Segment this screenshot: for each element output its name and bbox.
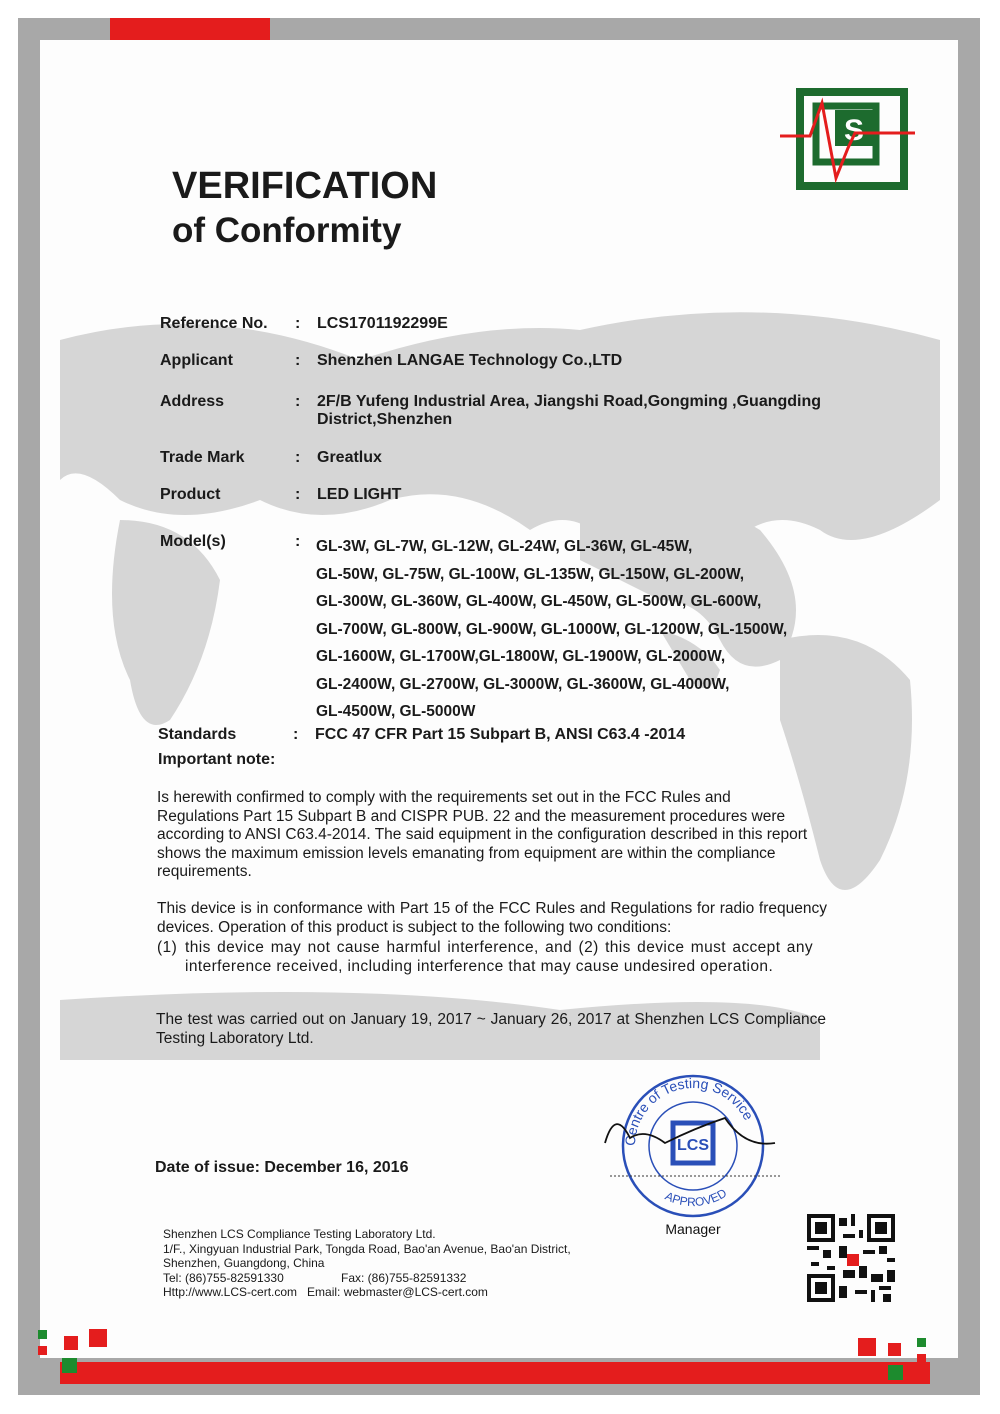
lab-address: 1/F., Xingyuan Industrial Park, Tongda Road, Bao'an Avenue, Bao'an District, <box>163 1241 571 1256</box>
field-value: LCS1701192299E <box>317 315 448 332</box>
lab-name: Shenzhen LCS Compliance Testing Laboratory Ltd. <box>163 1227 436 1241</box>
paragraph-test-date: The test was carried out on January 19, 2017 ~ January 26, 2017 at Shenzhen LCS Compliance Testing Laboratory Ltd. <box>156 1011 826 1047</box>
field-colon: : <box>295 486 301 503</box>
paragraph-conformance: This device is in conformance with Part 15 of the FCC Rules and Regulations for radio frequency devices. Operation of this product is subject to the following two conditions: <box>157 900 827 936</box>
decor-square <box>38 1346 47 1355</box>
stamp-logo-text: LCS <box>677 1137 709 1154</box>
decor-square <box>64 1336 78 1350</box>
models-line: GL-2400W, GL-2700W, GL-3000W, GL-3600W, GL-4000W, <box>316 675 730 693</box>
field-label: Reference No. <box>160 315 268 332</box>
field-value: 2F/B Yufeng Industrial Area, Jiangshi Road,Gongming ,Guangding District,Shenzhen <box>317 393 822 428</box>
stamp-ring-top-text: Centre of Testing Service <box>621 1074 757 1147</box>
field-colon: : <box>293 726 299 743</box>
conditions-item <box>157 939 827 976</box>
decor-square <box>858 1338 876 1356</box>
title-line2: of Conformity <box>172 211 402 250</box>
models-line: GL-4500W, GL-5000W <box>316 703 476 720</box>
models-list <box>316 533 787 726</box>
decor-square <box>917 1338 926 1347</box>
field-colon: : <box>295 315 301 332</box>
conditions-number: (1) <box>157 939 178 956</box>
lab-tel: Tel: (86)755-82591330 <box>163 1270 284 1285</box>
field-label: Address <box>160 393 225 410</box>
important-note-label: Important note: <box>158 751 276 768</box>
field-value: LED LIGHT <box>317 486 402 503</box>
lab-contact-info <box>163 1227 571 1300</box>
conditions-text: this device may not cause harmful interference, and (2) this device must accept any interference received, including interference that may cause undesired operation. <box>185 939 813 975</box>
lab-city: Shenzhen, Guangdong, China <box>163 1256 325 1270</box>
decor-square <box>888 1365 903 1380</box>
decor-square <box>888 1343 901 1356</box>
decor-square <box>38 1330 47 1339</box>
decor-square <box>62 1358 77 1373</box>
field-value: Shenzhen LANGAE Technology Co.,LTD <box>317 352 623 369</box>
top-red-bar <box>110 18 270 40</box>
stamp-ring-bottom-text: APPROVED <box>662 1185 730 1210</box>
models-line: GL-700W, GL-800W, GL-900W, GL-1000W, GL-1200W, GL-1500W, <box>316 620 788 638</box>
models-line: GL-50W, GL-75W, GL-100W, GL-135W, GL-150W, GL-200W, <box>316 565 745 583</box>
svg-text:S: S <box>843 114 865 147</box>
decor-square <box>89 1329 107 1347</box>
field-colon: : <box>295 533 301 550</box>
field-colon: : <box>295 352 301 369</box>
manager-label: Manager <box>665 1221 721 1237</box>
lab-website[interactable]: Http://www.LCS-cert.com <box>163 1285 298 1299</box>
lab-fax: Fax: (86)755-82591332 <box>341 1270 467 1285</box>
field-value: Greatlux <box>317 449 382 466</box>
paragraph-compliance: Is herewith confirmed to comply with the requirements set out in the FCC Rules and Regulations Part 15 Subpart B and CISPR PUB. 22 and the measurement procedures were according to ANSI C63.4-2014. The said equipment in the configuration described in this report shows the maximum emission levels emanating from equipment are within the compliance requirements. <box>157 789 808 880</box>
lab-email[interactable]: Email: webmaster@LCS-cert.com <box>307 1285 488 1299</box>
field-value: FCC 47 CFR Part 15 Subpart B, ANSI C63.4 -2014 <box>315 726 686 743</box>
field-label: Applicant <box>160 352 233 369</box>
bottom-red-bar <box>60 1362 930 1384</box>
models-line: GL-300W, GL-360W, GL-400W, GL-450W, GL-500W, GL-600W, <box>316 593 762 610</box>
field-label: Product <box>160 486 221 503</box>
field-colon: : <box>295 393 301 410</box>
models-line: GL-3W, GL-7W, GL-12W, GL-24W, GL-36W, GL-45W, <box>316 538 693 555</box>
approval-stamp <box>595 1068 790 1240</box>
lcs-logo <box>780 88 915 190</box>
qr-code[interactable] <box>807 1214 895 1302</box>
decor-square <box>917 1354 926 1363</box>
date-of-issue: Date of issue: December 16, 2016 <box>155 1159 409 1176</box>
field-label: Trade Mark <box>160 449 245 466</box>
field-label: Standards <box>158 726 237 743</box>
field-colon: : <box>295 449 301 466</box>
title-line1: VERIFICATION <box>172 165 438 207</box>
field-label: Model(s) <box>160 533 226 550</box>
models-line: GL-1600W, GL-1700W,GL-1800W, GL-1900W, GL-2000W, <box>316 648 726 665</box>
